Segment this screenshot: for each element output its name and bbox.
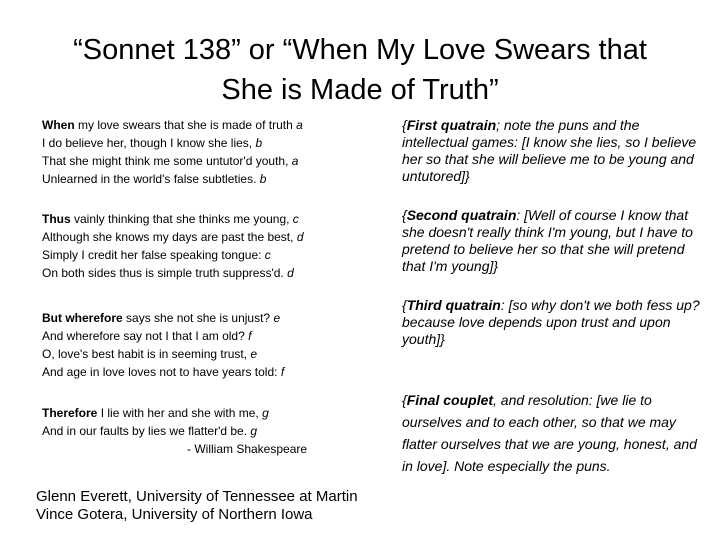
quatrain-2 — [42, 210, 387, 282]
line-lead-word: But wherefore — [42, 311, 123, 325]
note-heading: Third quatrain — [406, 297, 501, 313]
title-line-1: “Sonnet 138” or “When My Love Swears that — [73, 34, 647, 66]
rhyme-letter: e — [273, 311, 281, 325]
note-third-quatrain: {Third quatrain: [so why don't we both fess up? because love depends upon trust and upon youth]} — [402, 297, 700, 347]
rhyme-letter: g — [262, 406, 269, 420]
note-second-quatrain: {Second quatrain: [Well of course I know that she doesn't really think I'm young, but I have to pretend to believe her so that she will pretend that I'm young]} — [402, 207, 693, 274]
poem-line: On both sides thus is simple truth suppress'd. d — [42, 266, 294, 280]
note-heading: Second quatrain — [406, 207, 517, 223]
credit-line-2: Vince Gotera, University of Northern Iowa — [36, 506, 313, 523]
quatrain-1 — [42, 116, 387, 188]
quatrain-3 — [42, 309, 387, 381]
poem-line: Thus vainly thinking that she thinks me young, c — [42, 212, 299, 226]
rhyme-letter: d — [296, 230, 304, 244]
note-first-quatrain: {First quatrain; note the puns and the intellectual games: [I know she lies, so I believe her so that she will believe me to be young and untutored]} — [402, 117, 697, 184]
line-lead-word: Therefore — [42, 406, 98, 420]
note-final-couplet: {Final couplet, and resolution: [we lie to ourselves and to each other, so that we may flatter ourselves that we are young, honest, and in love]. Note especially the puns. — [402, 392, 697, 474]
poem-line: O, love's best habit is in seeming trust, e — [42, 347, 258, 361]
rhyme-letter: f — [280, 365, 285, 379]
credits — [36, 488, 358, 524]
poem-line: Simply I credit her false speaking tongue: c — [42, 248, 271, 262]
poem-line: Unlearned in the world's false subtleties. b — [42, 172, 267, 186]
rhyme-letter: b — [259, 172, 267, 186]
poem-line: Therefore I lie with her and she with me, g — [42, 406, 269, 420]
rhyme-letter: a — [291, 154, 299, 168]
title-line-2: She is Made of Truth” — [221, 74, 499, 106]
poem-line: But wherefore says she not she is unjust? e — [42, 311, 281, 325]
poem-line: I do believe her, though I know she lies, b — [42, 136, 263, 150]
page-title — [0, 30, 720, 110]
poem-line: That she might think me some untutor'd youth, a — [42, 154, 299, 168]
credit-line-1: Glenn Everett, University of Tennessee at Martin — [36, 488, 358, 505]
rhyme-letter: f — [248, 329, 252, 343]
rhyme-letter: a — [296, 118, 303, 132]
line-lead-word: Thus — [42, 212, 71, 226]
line-lead-word: When — [42, 118, 75, 132]
note-heading: Final couplet — [406, 392, 494, 408]
rhyme-letter: g — [250, 424, 258, 438]
rhyme-letter: c — [292, 212, 299, 226]
rhyme-letter: c — [264, 248, 271, 262]
poem-line: Although she knows my days are past the best, d — [42, 230, 304, 244]
poem-line: When my love swears that she is made of truth a — [42, 118, 303, 132]
couplet — [42, 404, 387, 458]
poem-line: And age in love loves not to have years told: f — [42, 365, 285, 379]
rhyme-letter: b — [255, 136, 263, 150]
author-attribution: - William Shakespeare — [187, 442, 308, 456]
poem-line: And wherefore say not I that I am old? f — [42, 329, 252, 343]
poem-line: And in our faults by lies we flatter'd be. g — [42, 424, 258, 438]
rhyme-letter: e — [250, 347, 258, 361]
rhyme-letter: d — [287, 266, 294, 280]
note-heading: First quatrain — [406, 117, 497, 133]
